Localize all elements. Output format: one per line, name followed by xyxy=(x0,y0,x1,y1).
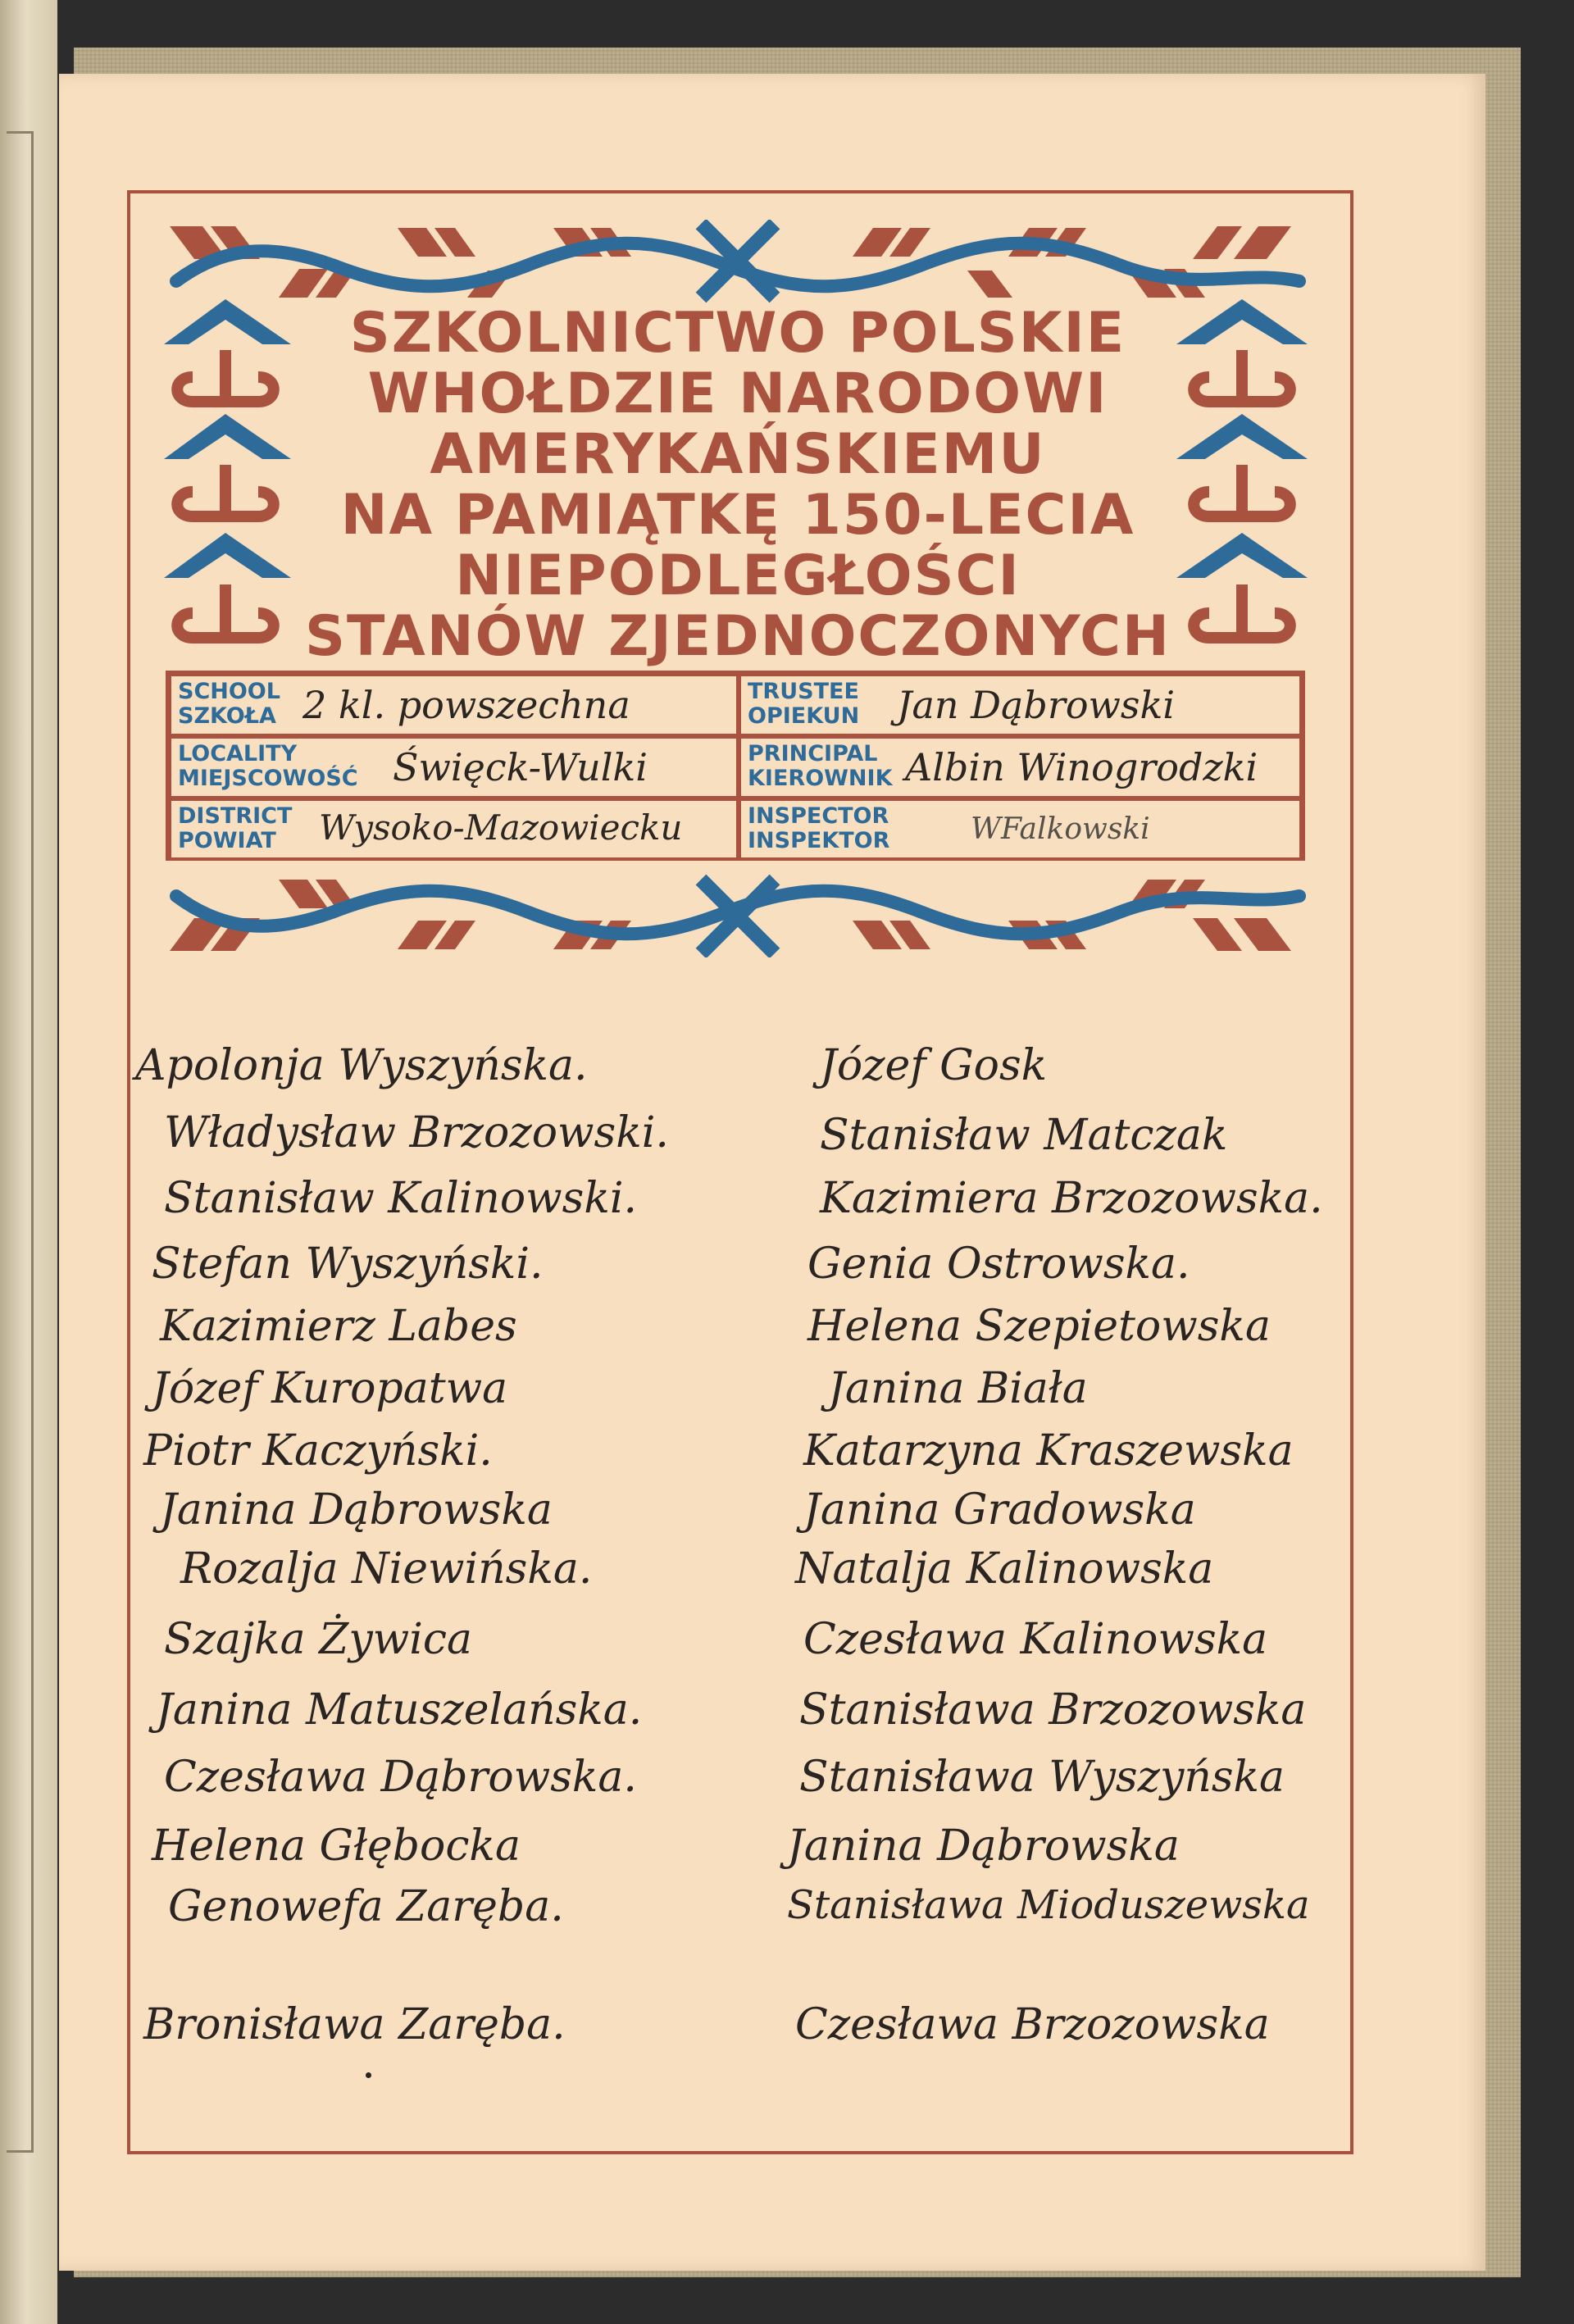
principal-label: PRINCIPAL KIEROWNIK xyxy=(748,741,893,791)
inspector-label: INSPECTOR INSPEKTOR xyxy=(748,803,890,853)
name-left-1: Apolonja Wyszyńska. xyxy=(135,1041,588,1090)
title-line-6: STANÓW ZJEDNOCZONYCH xyxy=(305,604,1171,669)
trustee-value: Jan Dąbrowski xyxy=(897,683,1176,727)
district-cell xyxy=(169,798,739,861)
name-left-15: Bronisława Zaręba. xyxy=(143,2000,566,2049)
name-left-10: Szajka Żywica xyxy=(164,1615,472,1664)
name-left-7: Piotr Kaczyński. xyxy=(143,1426,493,1476)
name-right-11: Stanisława Brzozowska xyxy=(799,1685,1307,1735)
locality-cell xyxy=(169,736,739,798)
school-label: SCHOOL SZKOŁA xyxy=(178,679,280,729)
name-left-14: Genowefa Zaręba. xyxy=(168,1882,564,1931)
inspector-signature: WFalkowski xyxy=(971,812,1150,846)
previous-page-edge xyxy=(7,131,34,2153)
name-right-15: Czesława Brzozowska xyxy=(795,2000,1270,2049)
school-value: 2 kl. powszechna xyxy=(303,683,630,727)
school-info-table xyxy=(166,671,1305,861)
name-right-2: Stanisław Matczak xyxy=(820,1111,1228,1160)
title-line-2: WHOŁDZIE NARODOWI xyxy=(367,362,1108,426)
title-line-4: NA PAMIĄTKĘ 150-LECIA xyxy=(340,483,1135,548)
name-right-6: Janina Biała xyxy=(828,1364,1088,1413)
left-side-ornament xyxy=(164,299,303,668)
name-left-8: Janina Dąbrowska xyxy=(160,1485,553,1535)
commemorative-title xyxy=(303,303,1172,667)
name-right-3: Kazimiera Brzozowska. xyxy=(820,1174,1323,1223)
locality-label: LOCALITY MIEJSCOWOŚĆ xyxy=(178,741,358,791)
trustee-cell xyxy=(739,674,1302,736)
name-right-14: Stanisława Mioduszewska xyxy=(787,1882,1310,1928)
name-left-13: Helena Głębocka xyxy=(152,1821,521,1871)
name-right-13: Janina Dąbrowska xyxy=(787,1821,1180,1871)
name-right-12: Stanisława Wyszyńska xyxy=(799,1753,1285,1802)
principal-value: Albin Winogrodzki xyxy=(905,745,1258,789)
top-ribbon-ornament xyxy=(160,220,1316,310)
bottom-ribbon-ornament xyxy=(160,867,1316,957)
name-right-7: Katarzyna Kraszewska xyxy=(803,1426,1294,1476)
name-right-9: Natalja Kalinowska xyxy=(795,1544,1214,1594)
locality-value: Święck-Wulki xyxy=(393,745,648,789)
name-left-5: Kazimierz Labes xyxy=(160,1302,517,1351)
name-right-10: Czesława Kalinowska xyxy=(803,1615,1268,1664)
name-right-1: Józef Gosk xyxy=(820,1041,1048,1090)
name-left-9: Rozalja Niewińska. xyxy=(180,1544,593,1594)
title-line-1: SZKOLNICTWO POLSKIE xyxy=(349,301,1126,366)
name-right-5: Helena Szepietowska xyxy=(807,1302,1271,1351)
title-line-3: AMERYKAŃSKIEMU xyxy=(430,422,1046,487)
name-left-2: Władysław Brzozowski. xyxy=(164,1108,669,1157)
trustee-label: TRUSTEE OPIEKUN xyxy=(748,679,860,729)
ink-dot xyxy=(366,2072,371,2078)
district-value: Wysoko-Mazowiecku xyxy=(319,807,683,848)
school-cell xyxy=(169,674,739,736)
name-left-3: Stanisław Kalinowski. xyxy=(164,1174,638,1223)
inspector-cell xyxy=(739,798,1302,861)
name-left-12: Czesława Dąbrowska. xyxy=(164,1753,637,1802)
district-label: DISTRICT POWIAT xyxy=(178,803,293,853)
title-line-5: NIEPODLEGŁOŚCI xyxy=(455,543,1021,608)
book-binding xyxy=(0,0,57,2324)
name-right-8: Janina Gradowska xyxy=(803,1485,1196,1535)
name-left-11: Janina Matuszelańska. xyxy=(156,1685,643,1735)
principal-cell xyxy=(739,736,1302,798)
name-right-4: Genia Ostrowska. xyxy=(807,1239,1190,1289)
name-left-4: Stefan Wyszyński. xyxy=(152,1239,544,1289)
right-side-ornament xyxy=(1172,299,1312,668)
name-left-6: Józef Kuropatwa xyxy=(152,1364,508,1413)
